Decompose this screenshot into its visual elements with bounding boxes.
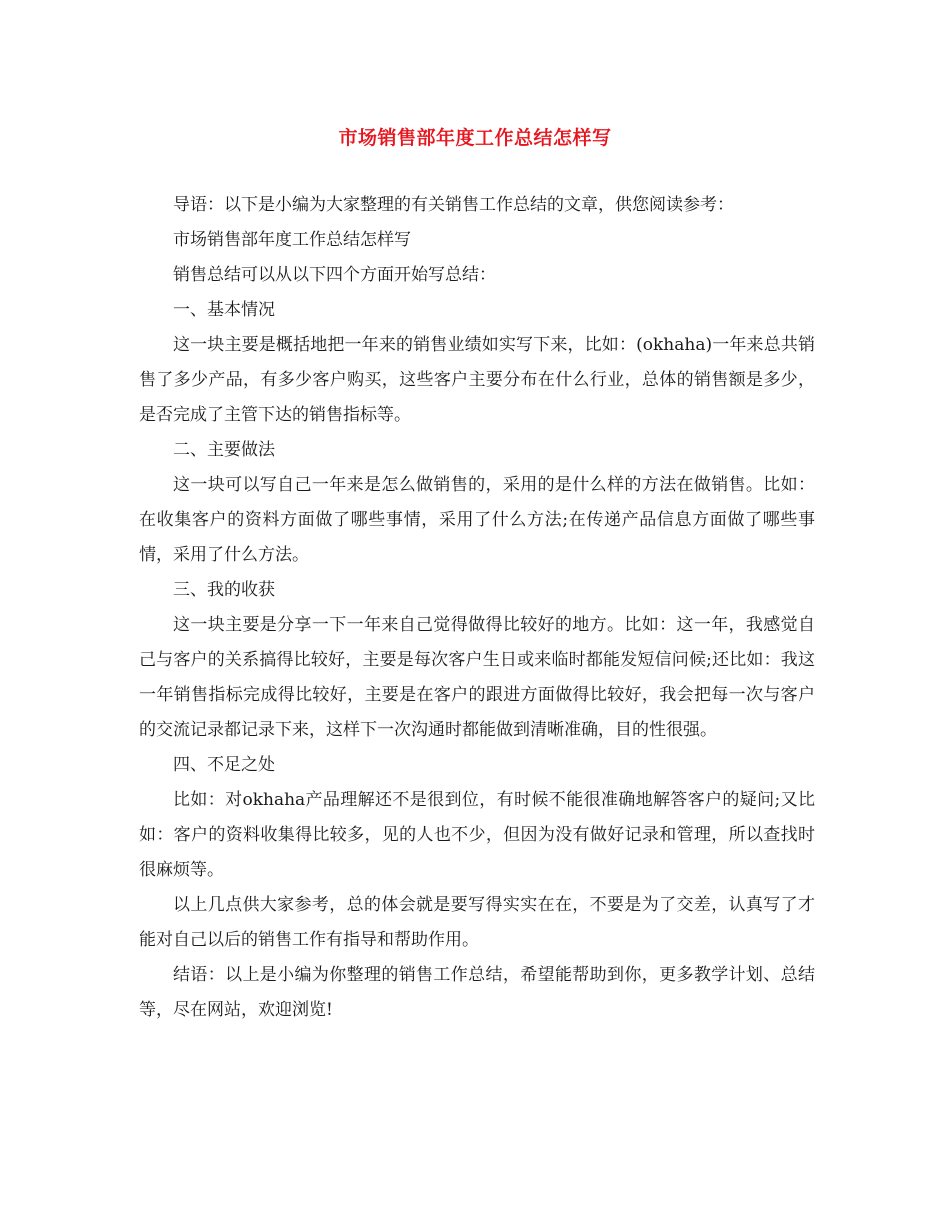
- document-title: 市场销售部年度工作总结怎样写: [338, 127, 612, 149]
- reference-paragraph: 以上几点供大家参考，总的体会就是要写得实实在在，不要是为了交差，认真写了才能对自己以后的销售工作有指导和帮助作用。: [139, 895, 815, 950]
- shortcomings-paragraph: 比如：对okhaha产品理解还不是很到位，有时候不能很准确地解答客户的疑问;又比如：客户的资料收集得比较多，见的人也不少，但因为没有做好记录和管理，所以查找时很麻烦等。: [139, 790, 815, 880]
- section-heading-basic-situation: 一、基本情况: [173, 300, 275, 320]
- closing-paragraph: 结语：以上是小编为你整理的销售工作总结，希望能帮助到你，更多教学计划、总结等，尽在网站，欢迎浏览!: [139, 965, 815, 1020]
- overview-paragraph: 销售总结可以从以下四个方面开始写总结：: [173, 265, 496, 285]
- section-heading-gains: 三、我的收获: [173, 580, 275, 600]
- gains-paragraph: 这一块主要是分享一下一年来自己觉得做得比较好的地方。比如：这一年，我感觉自己与客户的关系搞得比较好，主要是每次客户生日或来临时都能发短信问候;还比如：我这一年销售指标完成得比较好，主要是在客户的跟进方面做得比较好，我会把每一次与客户的交流记录都记录下来，这样下一次沟通时都能做到清晰准确，目的性很强。: [139, 615, 815, 740]
- basic-situation-paragraph: 这一块主要是概括地把一年来的销售业绩如实写下来，比如：(okhaha)一年来总共销售了多少产品，有多少客户购买，这些客户主要分布在什么行业，总体的销售额是多少，是否完成了主管下达的销售指标等。: [139, 335, 815, 425]
- document-body: [139, 188, 815, 1028]
- main-methods-paragraph: 这一块可以写自己一年来是怎么做销售的，采用的是什么样的方法在做销售。比如：在收集客户的资料方面做了哪些事情，采用了什么方法;在传递产品信息方面做了哪些事情，采用了什么方法。: [139, 475, 815, 565]
- subtitle-paragraph: 市场销售部年度工作总结怎样写: [173, 230, 411, 250]
- section-heading-shortcomings: 四、不足之处: [173, 755, 275, 775]
- intro-paragraph: 导语：以下是小编为大家整理的有关销售工作总结的文章，供您阅读参考：: [173, 195, 734, 215]
- section-heading-main-methods: 二、主要做法: [173, 440, 275, 460]
